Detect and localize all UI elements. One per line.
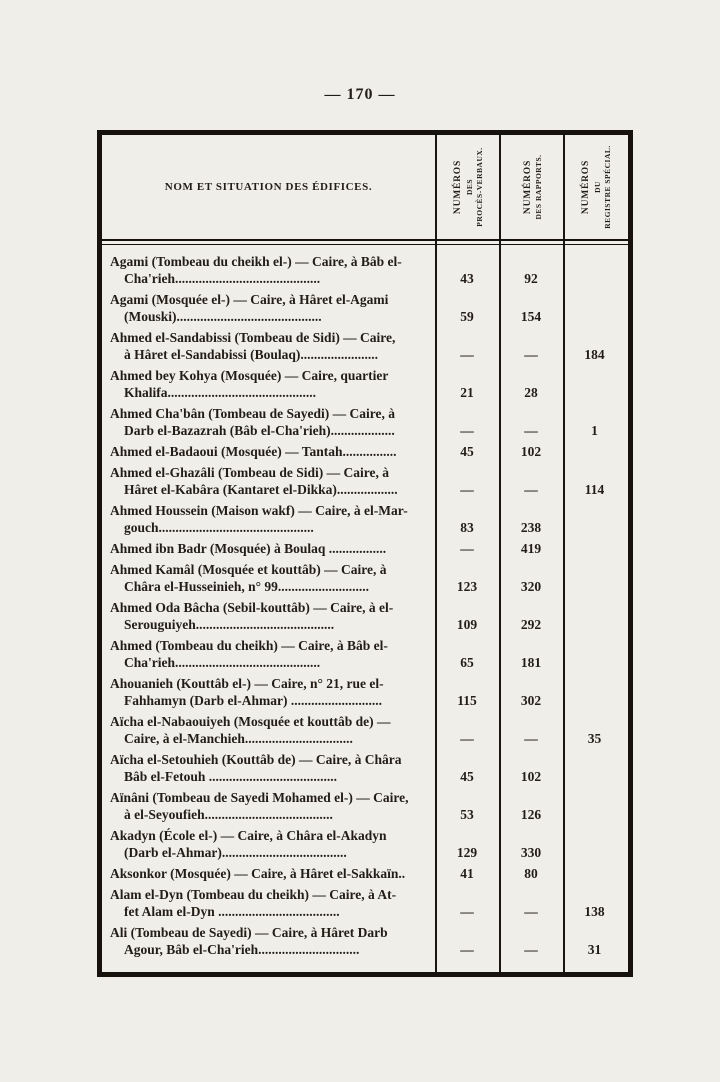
col-rapports-value: —: [524, 482, 538, 497]
entry-line: à el-Seyoufieh......................................: [124, 807, 333, 822]
edifice-name: [102, 713, 435, 747]
table-row: [102, 599, 628, 633]
edifice-name: [102, 464, 435, 498]
entry-line: Aksonkor (Mosquée) — Caire, à Hâret el-Sakkaïn..: [110, 866, 406, 881]
table-row: [102, 253, 628, 287]
column-header-line: NUMÉROS: [453, 159, 464, 215]
entry-line: Ahmed Houssein (Maison wakf) — Caire, à el-Mar-: [110, 503, 408, 518]
column-header-line: REGISTRE SPÉCIAL.: [602, 145, 612, 229]
table-row: [102, 827, 628, 861]
col-rapports-value: 102: [520, 769, 542, 784]
column-header-line: DES RAPPORTS.: [534, 154, 544, 220]
entry-line: Ahouanieh (Kouttâb el-) — Caire, n° 21, rue el-: [110, 676, 384, 691]
col-proces-verbaux-value: 45: [460, 769, 474, 784]
col-registre-special-value: 35: [587, 731, 602, 746]
entry-line: Ahmed el-Badaoui (Mosquée) — Tantah................: [110, 444, 397, 459]
entry-line: Cha'rieh...........................................: [124, 271, 321, 286]
entry-line: Alam el-Dyn (Tombeau du cheikh) — Caire, à At-: [110, 887, 397, 902]
col-rapports-value: 102: [520, 444, 542, 459]
entry-line: à Hâret el-Sandabissi (Boulaq).......................: [124, 347, 379, 362]
col-rapports-value: —: [524, 904, 538, 919]
col-proces-verbaux-value: 83: [460, 520, 474, 535]
col-proces-verbaux-value: 65: [460, 655, 474, 670]
col-proces-verbaux-value: 21: [460, 385, 474, 400]
entry-line: Ahmed ibn Badr (Mosquée) à Boulaq .................: [110, 541, 387, 556]
entry-line: Ahmed (Tombeau du cheikh) — Caire, à Bâb el-: [110, 638, 388, 653]
entry-line: Akadyn (École el-) — Caire, à Châra el-Akadyn: [110, 828, 387, 843]
edifice-name: [102, 751, 435, 785]
col-rapports-value: 292: [520, 617, 542, 632]
entry-line: Aïcha el-Nabaouiyeh (Mosquée et kouttâb de) —: [110, 714, 391, 729]
edifices-table: [97, 130, 633, 977]
header-divider-double-rule: [102, 239, 628, 245]
col-proces-verbaux-value: 115: [457, 693, 477, 708]
col-registre-special-value: 138: [584, 904, 605, 919]
col-rapports-value: 154: [520, 309, 542, 324]
column-header-line: DU: [592, 181, 602, 193]
table-row: [102, 865, 628, 882]
entry-line: Ali (Tombeau de Sayedi) — Caire, à Hâret Darb: [110, 925, 388, 940]
col-rapports-value: 419: [520, 541, 542, 556]
edifice-name: [102, 789, 435, 823]
col-proces-verbaux-value: —: [460, 482, 474, 497]
col-proces-verbaux-value: —: [460, 423, 474, 438]
col-rapports-value: 320: [520, 579, 542, 594]
table-row: [102, 637, 628, 671]
entry-line: Hâret el-Kabâra (Kantaret el-Dikka)..................: [124, 482, 398, 497]
entry-line: Agami (Mosquée el-) — Caire, à Hâret el-Agami: [110, 292, 389, 307]
table-row: [102, 713, 628, 747]
edifice-name: [102, 599, 435, 633]
col-registre-special-value: 114: [584, 482, 605, 497]
page-number: — 170 —: [324, 86, 396, 103]
edifice-name: [102, 865, 435, 882]
table-row: [102, 675, 628, 709]
table-row: [102, 502, 628, 536]
col-proces-verbaux-value: —: [460, 904, 474, 919]
column-header-line: NUMÉROS: [580, 159, 591, 215]
col-proces-verbaux-value: —: [460, 942, 474, 957]
col-proces-verbaux-value: 43: [460, 271, 474, 286]
entry-line: Aïnâni (Tombeau de Sayedi Mohamed el-) — Caire,: [110, 790, 409, 805]
entry-line: (Mouski)...........................................: [124, 309, 322, 324]
entry-line: Ahmed bey Kohya (Mosquée) — Caire, quartier: [110, 368, 389, 383]
entry-line: fet Alam el-Dyn ....................................: [124, 904, 340, 919]
entry-line: Ahmed Oda Bâcha (Sebil-kouttâb) — Caire, à el-: [110, 600, 394, 615]
col-rapports-value: —: [524, 347, 538, 362]
col-proces-verbaux-value: —: [460, 731, 474, 746]
col-proces-verbaux-value: 123: [456, 579, 478, 594]
table-row: [102, 405, 628, 439]
col-registre-special-value: 31: [587, 942, 602, 957]
edifice-name: [102, 675, 435, 709]
col-rapports-value: 126: [520, 807, 542, 822]
column-header-name: NOM ET SITUATION DES ÉDIFICES.: [164, 181, 373, 193]
col-registre-special-value: 184: [584, 347, 605, 362]
edifice-name: [102, 827, 435, 861]
col-proces-verbaux-value: 109: [456, 617, 478, 632]
table-row: [102, 561, 628, 595]
entry-line: gouch..............................................: [124, 520, 314, 535]
col-proces-verbaux-value: 129: [456, 845, 478, 860]
column-header-line: NUMÉROS: [522, 159, 533, 215]
col-rapports-value: 92: [524, 271, 538, 286]
column-header-line: PROCÈS-VERBAUX.: [475, 147, 485, 227]
table-row: [102, 751, 628, 785]
vertical-header-text: [504, 139, 562, 235]
entry-line: Aïcha el-Setouhieh (Kouttâb de) — Caire, à Châra: [110, 752, 402, 767]
edifice-name: [102, 367, 435, 401]
table-row: [102, 367, 628, 401]
entry-line: Ahmed Kamâl (Mosquée et kouttâb) — Caire, à: [110, 562, 387, 577]
column-header-registre-special: [565, 135, 628, 239]
entry-line: Ahmed el-Ghazâli (Tombeau de Sidi) — Caire, à: [110, 465, 390, 480]
entry-line: Ahmed Cha'bân (Tombeau de Sayedi) — Caire, à: [110, 406, 396, 421]
edifice-name: [102, 291, 435, 325]
entry-line: Bâb el-Fetouh ......................................: [124, 769, 338, 784]
table-row: [102, 464, 628, 498]
edifice-name: [102, 886, 435, 920]
col-registre-special-value: 1: [591, 423, 598, 438]
entry-line: Agami (Tombeau du cheikh el-) — Caire, à Bâb el-: [110, 254, 402, 269]
column-header-rapports: [501, 135, 565, 239]
table-row: [102, 291, 628, 325]
col-rapports-value: 181: [520, 655, 542, 670]
col-rapports-value: 80: [524, 866, 538, 881]
entry-line: Serouguiyeh.........................................: [124, 617, 335, 632]
col-proces-verbaux-value: 53: [460, 807, 474, 822]
table-row: [102, 540, 628, 557]
entry-line: Darb el-Bazazrah (Bâb el-Cha'rieh)...................: [124, 423, 395, 438]
entry-line: (Darb el-Ahmar).....................................: [124, 845, 347, 860]
entry-line: Agour, Bâb el-Cha'rieh..............................: [124, 942, 360, 957]
col-rapports-value: —: [524, 731, 538, 746]
table-row: [102, 789, 628, 823]
edifice-name: [102, 561, 435, 595]
edifice-name: [102, 540, 435, 557]
column-header-proces-verbaux: [437, 135, 501, 239]
edifice-name: [102, 329, 435, 363]
col-rapports-value: —: [524, 942, 538, 957]
col-rapports-value: 238: [520, 520, 542, 535]
vertical-header-text: [568, 139, 626, 235]
col-proces-verbaux-value: —: [460, 347, 474, 362]
entry-line: Châra el-Husseinieh, n° 99...........................: [124, 579, 370, 594]
entry-line: Cha'rieh...........................................: [124, 655, 321, 670]
column-header-line: DES: [465, 178, 475, 196]
edifice-name: [102, 924, 435, 958]
edifice-name: [102, 502, 435, 536]
col-proces-verbaux-value: —: [460, 541, 474, 556]
col-proces-verbaux-value: 59: [460, 309, 474, 324]
edifice-name: [102, 253, 435, 287]
col-rapports-value: 302: [520, 693, 542, 708]
col-rapports-value: 28: [524, 385, 538, 400]
entry-line: Khalifa............................................: [124, 385, 317, 400]
col-rapports-value: 330: [520, 845, 542, 860]
table-body: [102, 245, 628, 972]
edifice-name: [102, 443, 435, 460]
vertical-header-text: [440, 139, 498, 235]
table-row: [102, 329, 628, 363]
table-header: [102, 135, 628, 239]
entry-line: Fahhamyn (Darb el-Ahmar) ...........................: [124, 693, 382, 708]
table-row: [102, 443, 628, 460]
col-proces-verbaux-value: 41: [460, 866, 474, 881]
edifice-name: [102, 637, 435, 671]
col-proces-verbaux-value: 45: [460, 444, 474, 459]
edifice-name: [102, 405, 435, 439]
table-row: [102, 924, 628, 958]
table-row: [102, 886, 628, 920]
entry-line: Caire, à el-Manchieh................................: [124, 731, 353, 746]
col-rapports-value: —: [524, 423, 538, 438]
entry-line: Ahmed el-Sandabissi (Tombeau de Sidi) — Caire,: [110, 330, 396, 345]
